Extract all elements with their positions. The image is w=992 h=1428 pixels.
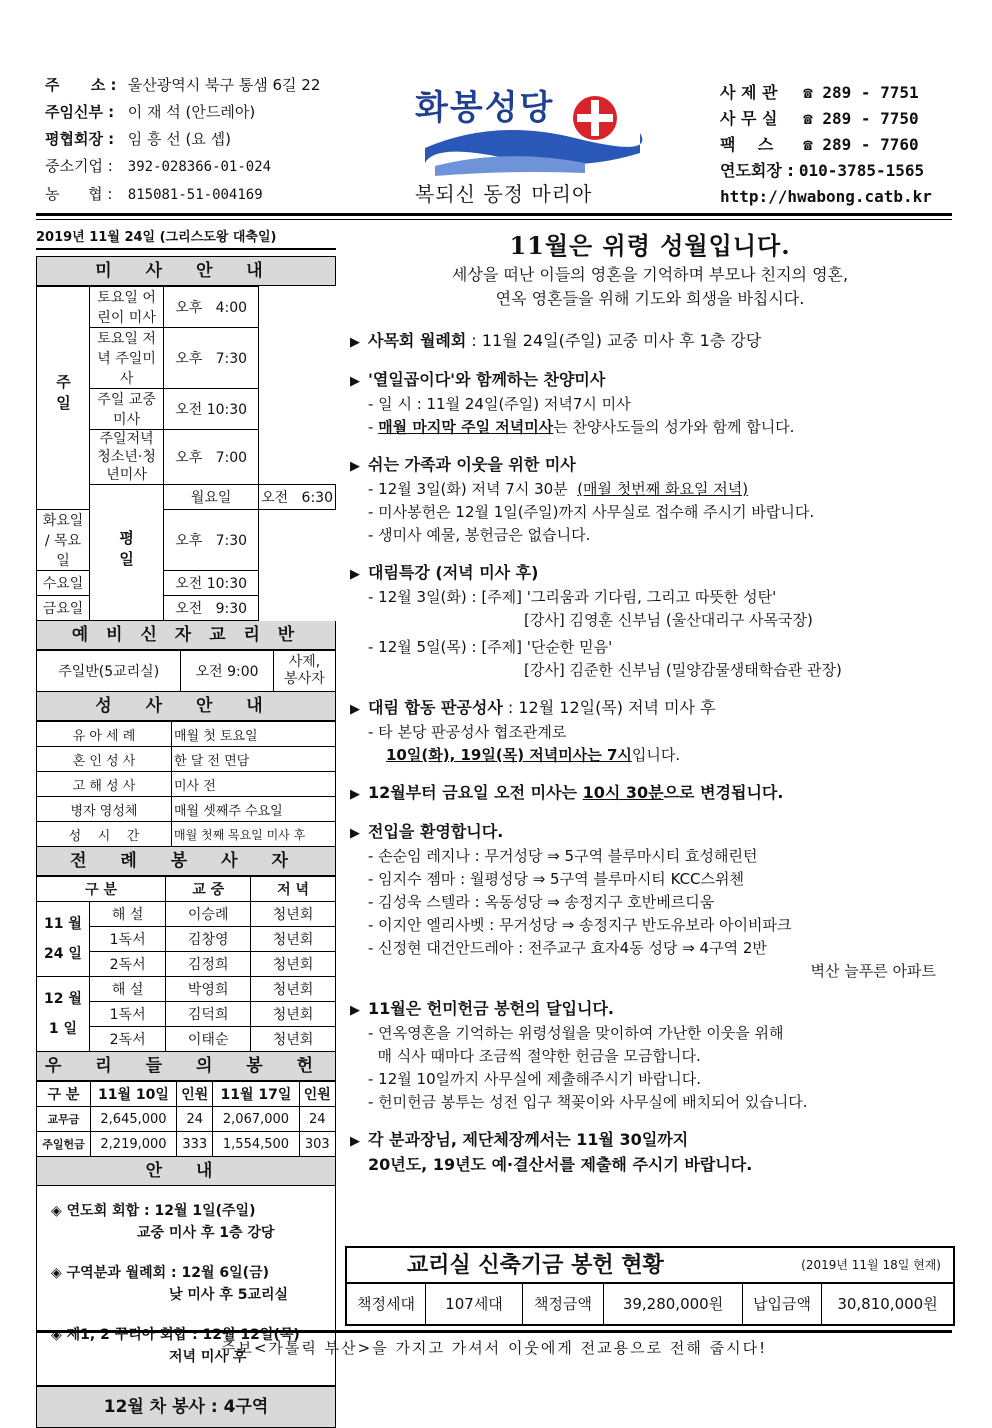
item-family-mass: ▶ 쉬는 가족과 이웃을 위한 미사 - 12월 3일(화) 저녁 7시 30분 (매월 첫번째 화요일 저녁) - 미사봉헌은 12월 1일(주일)까지 사무실로 접수해 주시기 바랍니다. - 생미사 예물, 봉헌금은 없습니다. [350, 455, 815, 544]
mass-schedule-table: 주일 토요일 어린이 미사 오후 4:00 토요일 저녁 주일미사 오후 7:30 주일 교중 미사 오전 10:30 주일저녁 청소년·청년미사 오후 7:00 평일 월요일 오전 6:30 화요일 / 목요일 오후 7:30 수요일 오전 10:30 금요일 오전 9:30 [36, 286, 336, 621]
parish-info [45, 72, 320, 209]
triangle-bullet-icon: ▶ [350, 567, 360, 582]
logo-title: 화봉성당 [415, 88, 555, 128]
address-row: 주 소 : 울산광역시 북구 통샘 6길 22 [45, 76, 321, 94]
item-praise-mass: ▶ '열일곱이다'와 함께하는 찬양미사 - 일 시 : 11월 24일(주일) 저녁7시 미사 - 매월 마지막 주일 저녁미사는 찬양사도들의 성가와 함께 합니다. [350, 370, 795, 436]
item-friday-mass-change: ▶ 12월부터 금요일 오전 미사는 10시 30분으로 변경됩니다. [350, 783, 784, 802]
bulletin-date: 2019년 11월 24일 (그리스도왕 대축일) [36, 226, 336, 250]
catechumen-heading: 예 비 신 자 교 리 반 [36, 621, 336, 650]
contact-info [720, 80, 932, 210]
triangle-bullet-icon: ▶ [350, 826, 360, 841]
item-welcome: ▶ 전입을 환영합니다. - 손순임 레지나 : 무거성당 ⇒ 5구역 블루마시티 효성해린턴 - 임지수 젬마 : 월평성당 ⇒ 5구역 블루마시티 KCC스위첸 - 김성욱 스텔라 : 옥동성당 ⇒ 송정지구 호반베르디움 - 이지안 엘리사벳 : 무거성당 ⇒ 송정지구 반도유보라 아이비파크 - 신정현 대건안드레아 : 전주교구 효자4동 성당 ⇒ 4구역 2반 벽산 늘푸른 아파트 [350, 822, 936, 980]
triangle-bullet-icon: ▶ [350, 1003, 360, 1018]
mass-schedule-heading: 미 사 안 내 [36, 256, 336, 286]
item-budget-submission: ▶ 각 분과장님, 제단체장께서는 11월 30일까지 20년도, 19년도 예·결산서를 제출해 주시기 바랍니다. [350, 1130, 753, 1174]
office-phone: 사 무 실 ☎ 289 - 7750 [720, 109, 919, 128]
fund-as-of-date: (2019년 11월 18일 현재) [801, 1258, 941, 1272]
weekday-label: 평일 [90, 485, 164, 621]
triangle-bullet-icon: ▶ [350, 459, 360, 474]
sunday-label: 주일 [37, 287, 90, 510]
sacraments-table: 유 아 세 례 매월 첫 토요일 혼 인 성 사 한 달 전 면담 고 해 성 사 미사 전 병자 영성체 매월 셋째주 수요일 성 시 간 매월 첫째 목요일 미사 후 [36, 721, 336, 847]
triangle-bullet-icon: ▶ [350, 787, 360, 802]
council-row: 평협회장 : 임 흥 선 (요 셉) [45, 130, 232, 148]
footer-message: 주보<가톨릭 부산>을 가지고 가셔서 이웃에게 전교용으로 전해 줍시다! [36, 1330, 952, 1358]
notice-heading: 안 내 [36, 1157, 336, 1186]
header-divider-thin [36, 219, 952, 220]
offering-heading: 우 리 들 의 봉 헌 [36, 1052, 336, 1081]
bank-row-2: 농 협 : 815081-51-004169 [45, 185, 263, 203]
fund-row: 책정세대 107세대 책정금액 39,280,000원 납입금액 30,810,000원 [347, 1284, 953, 1324]
chairman-phone: 연도회장 : 010-3785-1565 [720, 161, 925, 180]
rectory-phone: 사 제 관 ☎ 289 - 7751 [720, 83, 919, 102]
sidebar [36, 256, 336, 1428]
main-subtitle: 세상을 떠난 이들의 영혼을 기억하며 부모나 친지의 영혼, 연옥 영혼들을 위해 기도와 희생을 바칩시다. [451, 265, 849, 308]
duty-rotation: 12월 차 봉사 : 4구역 [36, 1386, 336, 1428]
item-confession: ▶ 대림 합동 판공성사 : 12월 12일(목) 저녁 미사 후 - 타 본당 판공성사 협조관계로 10일(화), 19일(목) 저녁미사는 7시입니다. [350, 698, 716, 764]
servers-heading: 전 례 봉 사 자 [36, 847, 336, 876]
header-divider [36, 213, 952, 216]
item-council-meeting: ▶ 사목회 월례회 : 11월 24일(주일) 교중 미사 후 1층 강당 [350, 331, 762, 350]
main-title: 11월은 위령 성월입니다. [509, 231, 791, 260]
parish-logo [415, 78, 645, 208]
servers-table: 구 분 교 중 저 녁 11 월 24 일 해 설 이승례 청년회 1독서 김창영 청년회 2독서 김정희 청년회 12 월 1 일 해 설 박영희 청년회 1독서 김덕희 청년회 2독서 이태순 청년회 [36, 876, 336, 1052]
building-fund-status [345, 1246, 955, 1326]
offering-table: 구 분 11월 10일 인원 11월 17일 인원 교무금 2,645,000 24 2,067,000 24 주일헌금 2,219,000 333 1,554,500 303 [36, 1081, 336, 1157]
fund-title: 교리실 신축기금 봉헌 현황 (2019년 11월 18일 현재) [347, 1248, 953, 1284]
triangle-bullet-icon: ▶ [350, 1134, 360, 1149]
catechumen-table: 주일반(5교리실) 오전 9:00 사제, 봉사자 [36, 650, 336, 692]
item-advent-lecture: ▶ 대림특강 (저녁 미사 후) - 12월 3일(화) : [주제] '그리움과 기다림, 그리고 따뜻한 성탄' [강사] 김영훈 신부님 (울산대리구 사목국장) - 12월 5일(목) : [주제] '단순한 믿음' [강사] 김준한 신부님 (밀양감물생태학습관 관장) [350, 563, 842, 679]
triangle-bullet-icon: ▶ [350, 702, 360, 717]
sacraments-heading: 성 사 안 내 [36, 692, 336, 721]
fax-number: 팩 스 ☎ 289 - 7760 [720, 135, 919, 154]
website-url[interactable]: http://hwabong.catb.kr [720, 187, 932, 206]
triangle-bullet-icon: ▶ [350, 335, 360, 350]
bank-row-1: 중소기업 : 392-028366-01-024 [45, 157, 272, 175]
logo-subtitle: 복되신 동정 마리아 [415, 182, 593, 206]
item-rice-offering: ▶ 11월은 헌미헌금 봉헌의 달입니다. - 연옥영혼을 기억하는 위령성월을 맞이하여 가난한 이웃을 위해 매 식사 때마다 조금씩 절약한 헌금을 모금합니다. - 12월 10일까지 사무실에 제출해주시기 바랍니다. - 헌미헌금 봉투는 성전 입구 책꽂이와 사무실에 배치되어 있습니다. [350, 999, 808, 1111]
pastor-row: 주임신부 : 이 재 석 (안드레아) [45, 103, 256, 121]
main-content [350, 226, 950, 1176]
triangle-bullet-icon: ▶ [350, 374, 360, 389]
notice-box: ◈ 연도회 회합 : 12월 1일(주일) 교중 미사 후 1층 강당 ◈ 구역분과 월례회 : 12월 6일(금) 낮 미사 후 5교리실 ◈ 제1, 2 꾸리아 회합 : 12월 12일(목) 저녁 미사 후 [36, 1186, 336, 1386]
